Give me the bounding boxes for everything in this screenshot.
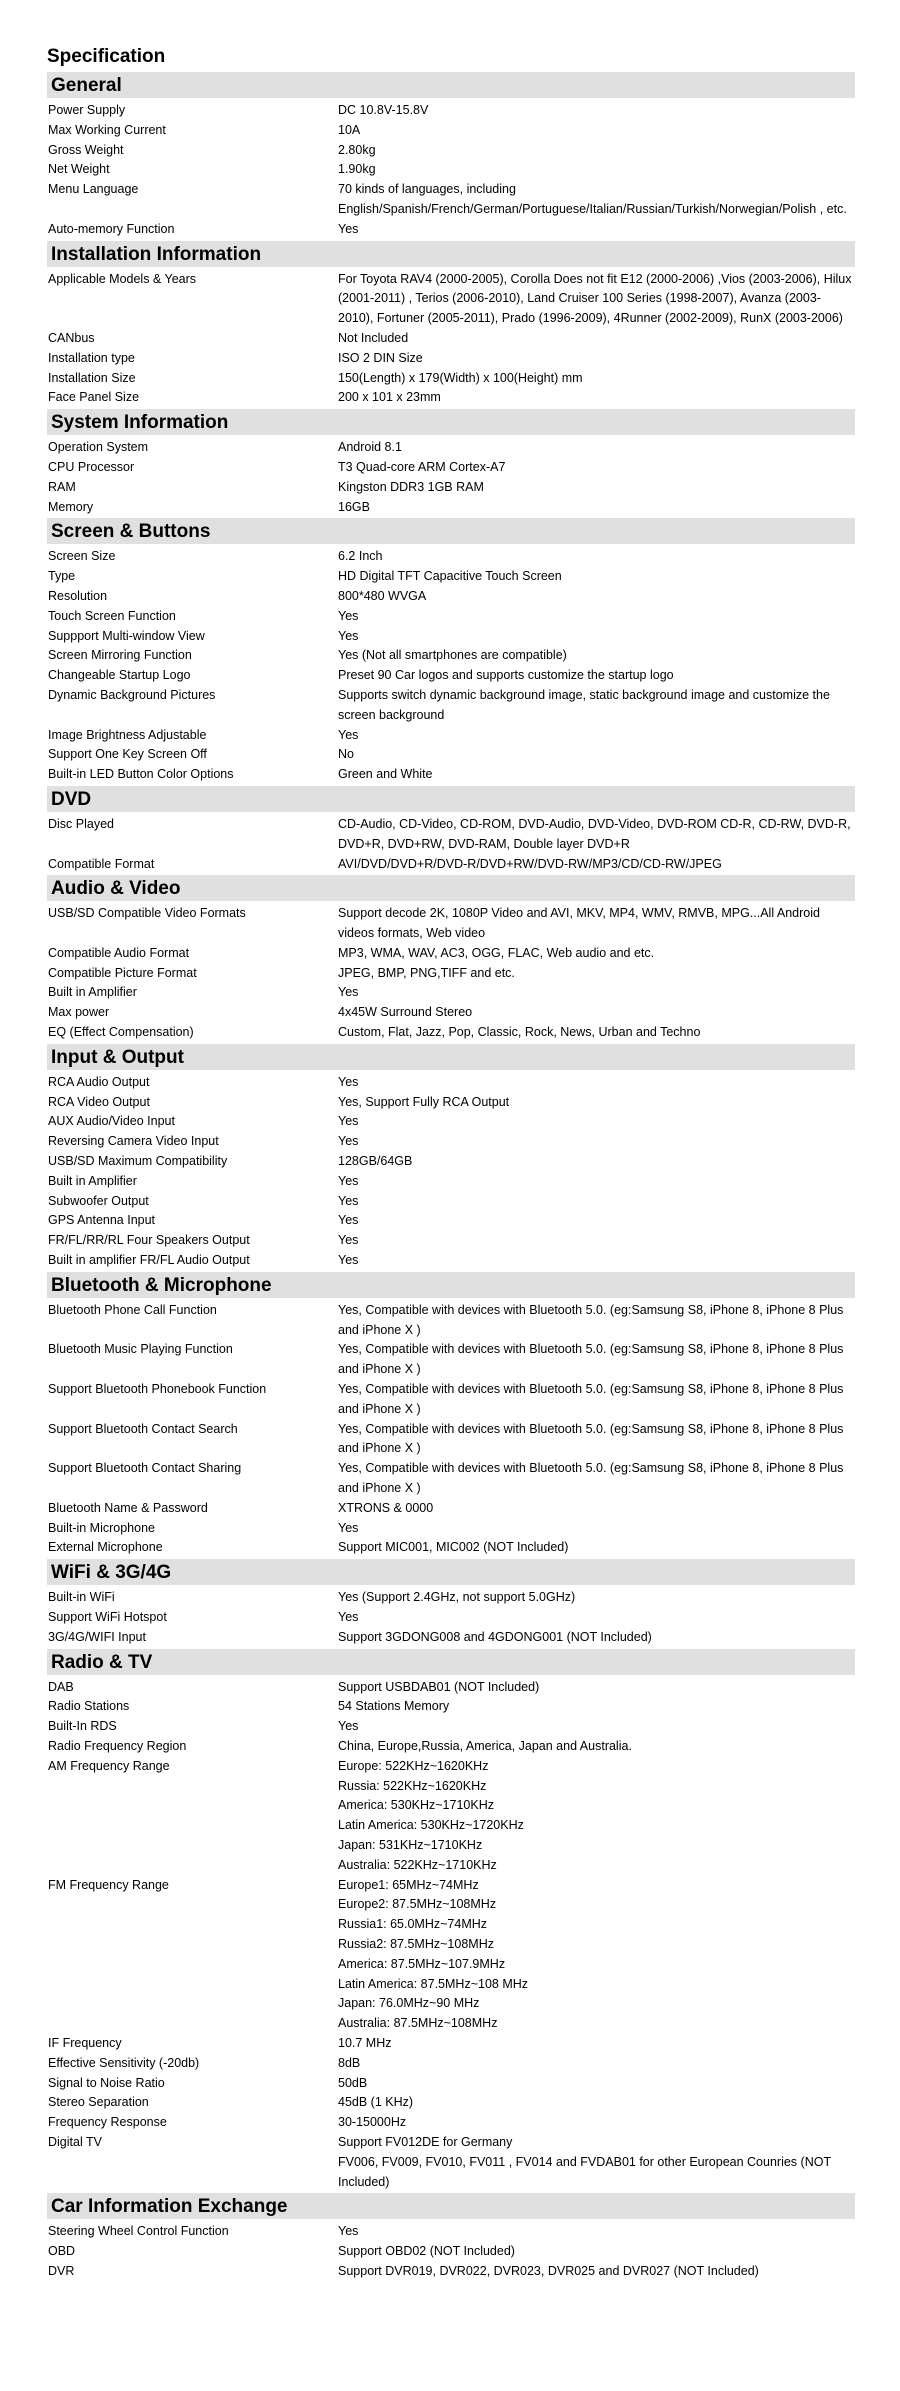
- section-header: DVD: [47, 786, 855, 812]
- spec-value: Yes: [338, 1074, 359, 1089]
- spec-label: RAM: [48, 479, 76, 494]
- spec-label: Steering Wheel Control Function: [48, 2224, 229, 2239]
- spec-value: Support OBD02 (NOT Included): [338, 2244, 515, 2259]
- spec-label: Suppport Multi-window View: [48, 628, 205, 643]
- spec-value-line: Russia1: 65.0MHz~74MHz: [338, 1917, 488, 1932]
- spec-row: [47, 904, 855, 944]
- spec-label: GPS Antenna Input: [48, 1213, 156, 1228]
- spec-row: [47, 2034, 855, 2054]
- spec-label: Signal to Noise Ratio: [48, 2075, 165, 2090]
- spec-label: Support Bluetooth Phonebook Function: [48, 1382, 267, 1397]
- spec-row: [47, 646, 855, 666]
- spec-value: Support 3GDONG008 and 4GDONG001 (NOT Included): [338, 1629, 652, 1644]
- spec-value: Yes: [338, 608, 359, 623]
- spec-value: Yes, Support Fully RCA Output: [338, 1094, 510, 1109]
- spec-row: [47, 1697, 855, 1717]
- spec-value: HD Digital TFT Capacitive Touch Screen: [338, 569, 562, 584]
- spec-label: Built-in Microphone: [48, 1520, 155, 1535]
- spec-label: Image Brightness Adjustable: [48, 727, 207, 742]
- spec-row: [47, 180, 855, 220]
- spec-label: Support One Key Screen Off: [48, 747, 207, 762]
- spec-row: [47, 627, 855, 647]
- spec-row: [47, 498, 855, 518]
- section-header: Bluetooth & Microphone: [47, 1272, 855, 1298]
- spec-row: [47, 1678, 855, 1698]
- spec-value: Support USBDAB01 (NOT Included): [338, 1679, 540, 1694]
- spec-value: [338, 1757, 853, 1876]
- spec-value-line: America: 530KHz~1710KHz: [338, 1798, 494, 1813]
- spec-value: Yes: [338, 1233, 359, 1248]
- spec-row: [47, 349, 855, 369]
- spec-value: For Toyota RAV4 (2000-2005), Corolla Does not fit E12 (2000-2006) ,Vios (2003-2006), Hilux (2001-2011) , Terios (2006-2010), Land Cruiser 100 Series (1998-2007), Avanza (2003-2010), Fortuner (2005-2011), Prado (1996-2009), 4Runner (2002-2009), RunX (2003-2006): [338, 271, 852, 326]
- spec-label: EQ (Effect Compensation): [48, 1025, 194, 1040]
- spec-row: [47, 141, 855, 161]
- spec-value: 16GB: [338, 499, 370, 514]
- spec-value: Yes: [338, 1114, 359, 1129]
- spec-label: Compatible Audio Format: [48, 945, 190, 960]
- spec-value: Yes: [338, 221, 359, 236]
- spec-label: Bluetooth Phone Call Function: [48, 1302, 217, 1317]
- spec-row: [47, 2242, 855, 2262]
- spec-value: Yes: [338, 1134, 359, 1149]
- spec-value: 70 kinds of languages, including English/Spanish/French/German/Portuguese/Italian/Russian/Turkish/Norwegian/Polish , etc.: [338, 182, 847, 216]
- spec-label: Support WiFi Hotspot: [48, 1610, 167, 1624]
- spec-row: [47, 388, 855, 408]
- spec-label: Changeable Startup Logo: [48, 668, 191, 683]
- spec-row: [47, 270, 855, 329]
- spec-value: XTRONS & 0000: [338, 1500, 434, 1515]
- spec-value: MP3, WMA, WAV, AC3, OGG, FLAC, Web audio and etc.: [338, 945, 655, 960]
- spec-label: DAB: [48, 1679, 74, 1694]
- spec-value: Yes: [338, 1193, 359, 1208]
- spec-row: [47, 944, 855, 964]
- spec-row: [47, 1459, 855, 1499]
- spec-row: [47, 1251, 855, 1271]
- spec-row: [47, 855, 855, 875]
- spec-value: ISO 2 DIN Size: [338, 350, 423, 365]
- spec-label: Max power: [48, 1005, 110, 1020]
- spec-value: CD-Audio, CD-Video, CD-ROM, DVD-Audio, DVD-Video, DVD-ROM CD-R, CD-RW, DVD-R, DVD+R, DVD+RW, DVD-RAM, Double layer DVD+R: [338, 816, 851, 851]
- spec-row: [47, 2262, 855, 2282]
- spec-label: Memory: [48, 499, 94, 514]
- spec-label: Support Bluetooth Contact Sharing: [48, 1461, 242, 1476]
- spec-label: Frequency Response: [48, 2115, 167, 2130]
- spec-row: [47, 1608, 855, 1628]
- spec-row: [47, 815, 855, 855]
- spec-row: [47, 1420, 855, 1460]
- spec-value: 8dB: [338, 2055, 361, 2070]
- spec-label: Face Panel Size: [48, 390, 140, 405]
- spec-value: 30-15000Hz: [338, 2115, 407, 2130]
- spec-label: Support Bluetooth Contact Search: [48, 1421, 238, 1436]
- spec-label: Compatible Picture Format: [48, 965, 197, 980]
- spec-value: Yes: [338, 1610, 359, 1624]
- spec-label: Max Working Current: [48, 122, 166, 137]
- spec-label: Operation System: [48, 440, 149, 455]
- spec-label: Net Weight: [48, 162, 110, 177]
- spec-row: [47, 101, 855, 121]
- spec-value: [338, 2133, 853, 2192]
- spec-value: Yes: [338, 727, 359, 742]
- spec-value: 10A: [338, 122, 361, 137]
- spec-value: Yes: [338, 2224, 359, 2239]
- spec-value-line: Europe1: 65MHz~74MHz: [338, 1877, 479, 1892]
- spec-label: Disc Played: [48, 816, 114, 831]
- spec-row: [47, 2054, 855, 2074]
- spec-row: [47, 1093, 855, 1113]
- spec-value-line: Russia: 522KHz~1620KHz: [338, 1778, 487, 1793]
- section-header: Audio & Video: [47, 875, 855, 901]
- spec-row: [47, 666, 855, 686]
- spec-value-line: FV006, FV009, FV010, FV011 , FV014 and FVDAB01 for other European Counries (NOT Included): [338, 2154, 831, 2189]
- spec-label: RCA Video Output: [48, 1094, 150, 1109]
- spec-label: Reversing Camera Video Input: [48, 1134, 219, 1149]
- spec-value: 1.90kg: [338, 162, 376, 177]
- spec-row: [47, 121, 855, 141]
- spec-value: Yes: [338, 1253, 359, 1268]
- spec-value: T3 Quad-core ARM Cortex-A7: [338, 459, 506, 474]
- spec-value: 800*480 WVGA: [338, 588, 427, 603]
- section-header: Installation Information: [47, 241, 855, 267]
- spec-row: [47, 438, 855, 458]
- spec-value: Yes (Support 2.4GHz, not support 5.0GHz): [338, 1590, 576, 1605]
- spec-row: [47, 964, 855, 984]
- spec-value: 50dB: [338, 2075, 368, 2090]
- spec-label: Compatible Format: [48, 856, 155, 871]
- spec-label: USB/SD Maximum Compatibility: [48, 1154, 228, 1169]
- spec-label: AM Frequency Range: [48, 1758, 170, 1773]
- spec-row: [47, 369, 855, 389]
- spec-label: Menu Language: [48, 182, 139, 197]
- spec-row: [47, 1588, 855, 1608]
- spec-value-line: Europe: 522KHz~1620KHz: [338, 1758, 489, 1773]
- spec-value: Yes: [338, 1213, 359, 1228]
- spec-label: Touch Screen Function: [48, 608, 176, 623]
- spec-label: CANbus: [48, 330, 95, 345]
- spec-label: Stereo Separation: [48, 2095, 149, 2110]
- spec-row: [47, 983, 855, 1003]
- spec-label: Radio Frequency Region: [48, 1738, 187, 1753]
- spec-value-line: Latin America: 87.5MHz~108 MHz: [338, 1976, 529, 1991]
- spec-value: Yes, Compatible with devices with Bluetooth 5.0. (eg:Samsung S8, iPhone 8, iPhone 8 Plus and iPhone X ): [338, 1461, 844, 1496]
- spec-label: CPU Processor: [48, 459, 135, 474]
- spec-label: Bluetooth Name & Password: [48, 1500, 208, 1515]
- spec-value: Not Included: [338, 330, 409, 345]
- spec-label: Dynamic Background Pictures: [48, 687, 216, 702]
- spec-row: [47, 1073, 855, 1093]
- spec-row: [47, 1380, 855, 1420]
- spec-row: [47, 745, 855, 765]
- spec-value: Android 8.1: [338, 440, 402, 455]
- spec-value-line: Japan: 76.0MHz~90 MHz: [338, 1996, 480, 2011]
- spec-value: Supports switch dynamic background image, static background image and customize the screen background: [338, 687, 830, 722]
- spec-row: [47, 1023, 855, 1043]
- section-header: Input & Output: [47, 1044, 855, 1070]
- spec-label: Built in Amplifier: [48, 985, 137, 1000]
- spec-value: Yes: [338, 628, 359, 643]
- spec-row: [47, 547, 855, 567]
- spec-value: 10.7 MHz: [338, 2035, 392, 2050]
- spec-row: [47, 1132, 855, 1152]
- spec-label: Built in Amplifier: [48, 1173, 137, 1188]
- spec-value-line: Russia2: 87.5MHz~108MHz: [338, 1936, 494, 1951]
- spec-row: [47, 1737, 855, 1757]
- spec-label: Screen Mirroring Function: [48, 648, 192, 663]
- spec-row: [47, 587, 855, 607]
- spec-row: [47, 2074, 855, 2094]
- spec-row: [47, 1340, 855, 1380]
- spec-value: Yes, Compatible with devices with Bluetooth 5.0. (eg:Samsung S8, iPhone 8, iPhone 8 Plus and iPhone X ): [338, 1342, 844, 1377]
- spec-row: [47, 1211, 855, 1231]
- spec-label: Built-in WiFi: [48, 1590, 115, 1605]
- spec-value: AVI/DVD/DVD+R/DVD-R/DVD+RW/DVD-RW/MP3/CD/CD-RW/JPEG: [338, 856, 722, 871]
- spec-value: China, Europe,Russia, America, Japan and Australia.: [338, 1738, 632, 1753]
- spec-value: Preset 90 Car logos and supports customize the startup logo: [338, 668, 674, 683]
- spec-value: 2.80kg: [338, 142, 376, 157]
- spec-label: Power Supply: [48, 103, 126, 117]
- spec-label: AUX Audio/Video Input: [48, 1114, 175, 1129]
- spec-row: [47, 1628, 855, 1648]
- spec-value: DC 10.8V-15.8V: [338, 103, 429, 117]
- spec-label: Subwoofer Output: [48, 1193, 149, 1208]
- spec-row: [47, 567, 855, 587]
- spec-row: [47, 1876, 855, 2034]
- spec-label: FM Frequency Range: [48, 1877, 169, 1892]
- spec-row: [47, 1152, 855, 1172]
- spec-row: [47, 1192, 855, 1212]
- spec-label: Type: [48, 569, 76, 584]
- spec-value: Yes: [338, 1520, 359, 1535]
- spec-value-line: Australia: 522KHz~1710KHz: [338, 1857, 497, 1872]
- spec-label: Built-in LED Button Color Options: [48, 767, 234, 782]
- spec-row: [47, 1003, 855, 1023]
- spec-label: OBD: [48, 2244, 76, 2259]
- spec-label: Bluetooth Music Playing Function: [48, 1342, 233, 1357]
- spec-value: Yes, Compatible with devices with Bluetooth 5.0. (eg:Samsung S8, iPhone 8, iPhone 8 Plus and iPhone X ): [338, 1302, 844, 1337]
- spec-value: Support decode 2K, 1080P Video and AVI, MKV, MP4, WMV, RMVB, MPG...All Android videos formats, Web video: [338, 906, 820, 941]
- spec-value-line: America: 87.5MHz~107.9MHz: [338, 1956, 506, 1971]
- spec-row: [47, 2133, 855, 2192]
- spec-value: Yes: [338, 985, 359, 1000]
- spec-value-line: Australia: 87.5MHz~108MHz: [338, 2016, 498, 2031]
- spec-value: No: [338, 747, 354, 762]
- spec-row: [47, 2093, 855, 2113]
- spec-row: [47, 1112, 855, 1132]
- spec-value: Kingston DDR3 1GB RAM: [338, 479, 484, 494]
- spec-label: Installation Size: [48, 370, 136, 385]
- spec-row: [47, 1301, 855, 1341]
- section-header: System Information: [47, 409, 855, 435]
- spec-row: [47, 2222, 855, 2242]
- spec-row: [47, 2113, 855, 2133]
- spec-value: Yes, Compatible with devices with Bluetooth 5.0. (eg:Samsung S8, iPhone 8, iPhone 8 Plus and iPhone X ): [338, 1382, 844, 1416]
- spec-label: Radio Stations: [48, 1699, 130, 1714]
- spec-label: Built in amplifier FR/FL Audio Output: [48, 1253, 250, 1268]
- spec-label: Resolution: [48, 588, 108, 603]
- spec-row: [47, 1499, 855, 1519]
- spec-row: [47, 1717, 855, 1737]
- spec-value: 45dB (1 KHz): [338, 2095, 414, 2110]
- spec-row: [47, 1538, 855, 1558]
- spec-label: RCA Audio Output: [48, 1074, 150, 1089]
- spec-value: Support MIC001, MIC002 (NOT Included): [338, 1540, 569, 1555]
- spec-row: [47, 765, 855, 785]
- spec-value: 150(Length) x 179(Width) x 100(Height) mm: [338, 370, 583, 385]
- spec-value-line: Latin America: 530KHz~1720KHz: [338, 1818, 524, 1833]
- spec-value: 4x45W Surround Stereo: [338, 1005, 473, 1020]
- spec-value: Yes, Compatible with devices with Bluetooth 5.0. (eg:Samsung S8, iPhone 8, iPhone 8 Plus and iPhone X ): [338, 1421, 844, 1456]
- spec-label: Built-In RDS: [48, 1719, 117, 1734]
- spec-row: [47, 160, 855, 180]
- spec-label: DVR: [48, 2263, 75, 2278]
- spec-row: [47, 726, 855, 746]
- spec-label: FR/FL/RR/RL Four Speakers Output: [48, 1233, 250, 1248]
- spec-value: Yes: [338, 1173, 359, 1188]
- spec-row: [47, 458, 855, 478]
- spec-row: [47, 1172, 855, 1192]
- spec-value: [338, 1876, 853, 2034]
- spec-row: [47, 686, 855, 726]
- spec-row: [47, 220, 855, 240]
- spec-value: 6.2 Inch: [338, 549, 383, 564]
- spec-value: JPEG, BMP, PNG,TIFF and etc.: [338, 965, 515, 980]
- spec-row: [47, 478, 855, 498]
- spec-value: 200 x 101 x 23mm: [338, 390, 441, 405]
- spec-row: [47, 1519, 855, 1539]
- spec-label: Effective Sensitivity (-20db): [48, 2055, 200, 2070]
- spec-value: Support DVR019, DVR022, DVR023, DVR025 and DVR027 (NOT Included): [338, 2263, 759, 2278]
- spec-label: Auto-memory Function: [48, 221, 175, 236]
- spec-value: Yes (Not all smartphones are compatible): [338, 648, 567, 663]
- spec-label: Digital TV: [48, 2134, 102, 2149]
- spec-document: [47, 45, 855, 2282]
- spec-value: Yes: [338, 1719, 359, 1734]
- spec-row: [47, 1231, 855, 1251]
- section-header: Screen & Buttons: [47, 518, 855, 544]
- spec-value-line: Japan: 531KHz~1710KHz: [338, 1837, 483, 1852]
- spec-label: Gross Weight: [48, 142, 124, 157]
- spec-value: 54 Stations Memory: [338, 1699, 450, 1714]
- spec-label: Applicable Models & Years: [48, 271, 197, 286]
- spec-label: USB/SD Compatible Video Formats: [48, 906, 246, 921]
- spec-label: External Microphone: [48, 1540, 163, 1555]
- section-header: General: [47, 72, 855, 98]
- spec-value: Green and White: [338, 767, 433, 782]
- spec-value: 128GB/64GB: [338, 1154, 413, 1169]
- spec-row: [47, 1757, 855, 1876]
- spec-label: Screen Size: [48, 549, 116, 564]
- spec-value-line: Europe2: 87.5MHz~108MHz: [338, 1897, 497, 1912]
- spec-label: IF Frequency: [48, 2035, 122, 2050]
- spec-label: 3G/4G/WIFI Input: [48, 1629, 146, 1644]
- spec-row: [47, 329, 855, 349]
- section-header: Car Information Exchange: [47, 2193, 855, 2219]
- section-header: WiFi & 3G/4G: [47, 1559, 855, 1585]
- page-title: Specification: [47, 46, 166, 67]
- spec-value: Custom, Flat, Jazz, Pop, Classic, Rock, News, Urban and Techno: [338, 1025, 701, 1040]
- spec-sections: [47, 72, 855, 2282]
- section-header: Radio & TV: [47, 1649, 855, 1675]
- spec-value-line: Support FV012DE for Germany: [338, 2134, 513, 2149]
- spec-label: Installation type: [48, 350, 135, 365]
- spec-row: [47, 607, 855, 627]
